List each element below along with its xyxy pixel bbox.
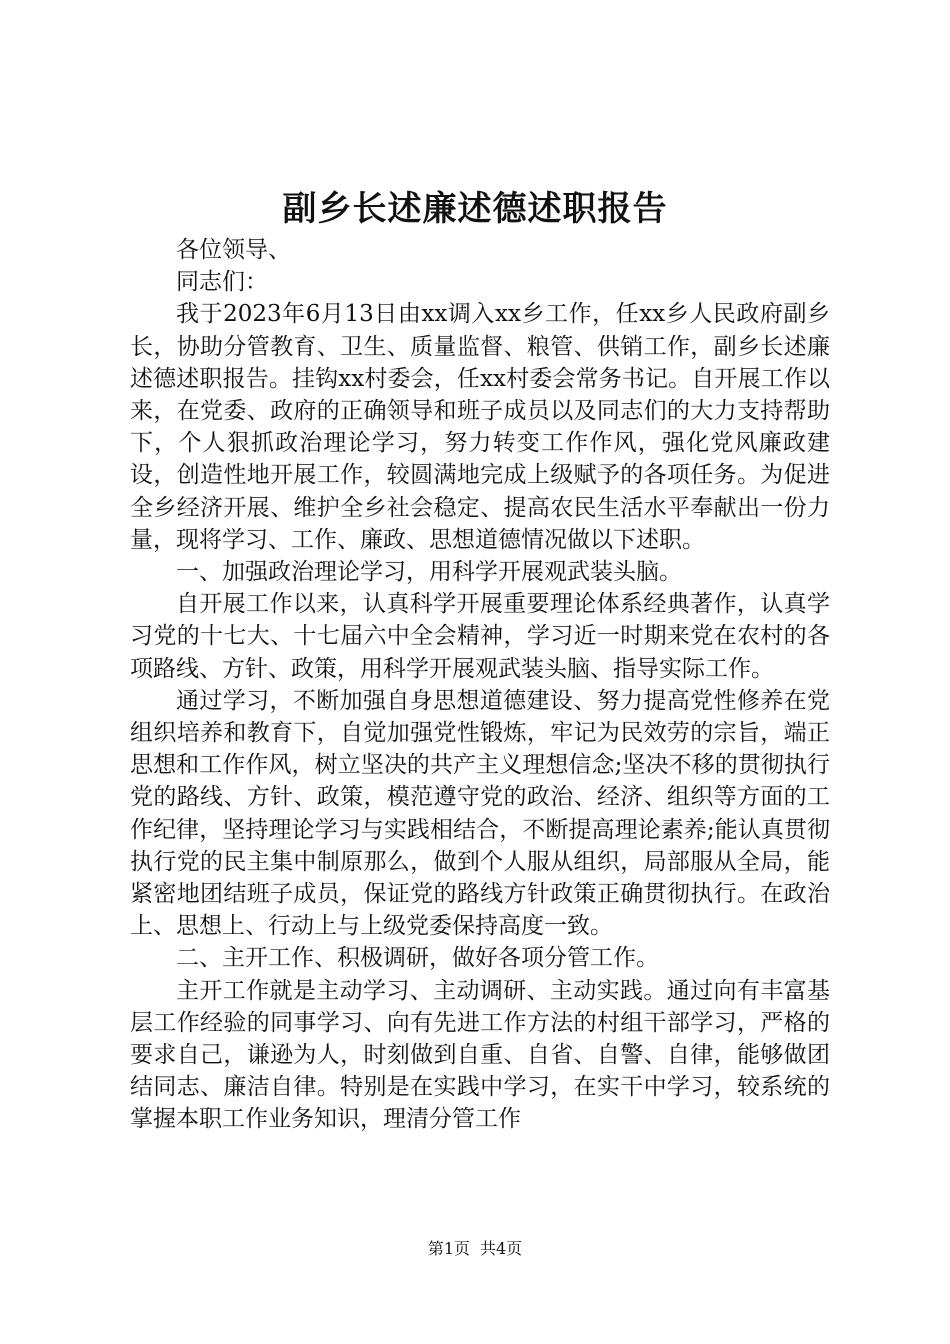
page-total: 共4页 — [480, 1239, 523, 1258]
document-title: 副乡长述廉述德述职报告 — [282, 189, 668, 229]
page-number: 第1页 — [427, 1239, 470, 1258]
salutation-line: 各位领导、 — [176, 237, 291, 263]
body-paragraph: 自开展工作以来，认真科学开展重要理论体系经典著作，认真学习党的十七大、十七届六中全会精神，学习近一时期来党在农村的各项路线、方针、政策，用科学开展观武装头脑、指导实际工作。 — [130, 591, 830, 682]
section-heading: 二、主开工作、积极调研，做好各项分管工作。 — [176, 945, 659, 972]
section-heading: 一、加强政治理论学习，用科学开展观武装头脑。 — [176, 559, 682, 586]
body-paragraph: 主开工作就是主动学习、主动调研、主动实践。通过向有丰富基层工作经验的同事学习、向有先进工作方法的村组干部学习，严格的要求自己，谦逊为人，时刻做到自重、自省、自警、自律，能够做团结同志、廉洁自律。特别是在实践中学习，在实干中学习，较系统的掌握本职工作业务知识，理清分管工作 — [130, 977, 830, 1133]
salutation-line: 同志们： — [176, 269, 268, 296]
page-footer — [0, 1238, 950, 1260]
body-paragraph: 我于2023年6月13日由xx调入xx乡工作，任xx乡人民政府副乡长，协助分管教育、卫生、质量监督、粮管、供销工作，副乡长述廉述德述职报告。挂钩xx村委会，任xx村委会常务书记。自开展工作以来，在党委、政府的正确领导和班子成员以及同志们的大力支持帮助下，个人狠抓政治理论学习，努力转变工作作风，强化党风廉政建设，创造性地开展工作，较圆满地完成上级赋予的各项任务。为促进全乡经济开展、维护全乡社会稳定、提高农民生活水平奉献出一份力量，现将学习、工作、廉政、思想道德情况做以下述职。 — [130, 301, 830, 553]
body-paragraph: 通过学习，不断加强自身思想道德建设、努力提高党性修养在党组织培养和教育下，自觉加强党性锻炼，牢记为民效劳的宗旨，端正思想和工作作风，树立坚决的共产主义理想信念;坚决不移的贯彻执行党的路线、方针、政策，模范遵守党的政治、经济、组织等方面的工作纪律，坚持理论学习与实践相结合，不断提高理论素养;能认真贯彻执行党的民主集中制原那么，做到个人服从组织，局部服从全局，能紧密地团结班子成员，保证党的路线方针政策正确贯彻执行。在政治上、思想上、行动上与上级党委保持高度一致。 — [130, 687, 830, 940]
document-body — [130, 234, 830, 1136]
